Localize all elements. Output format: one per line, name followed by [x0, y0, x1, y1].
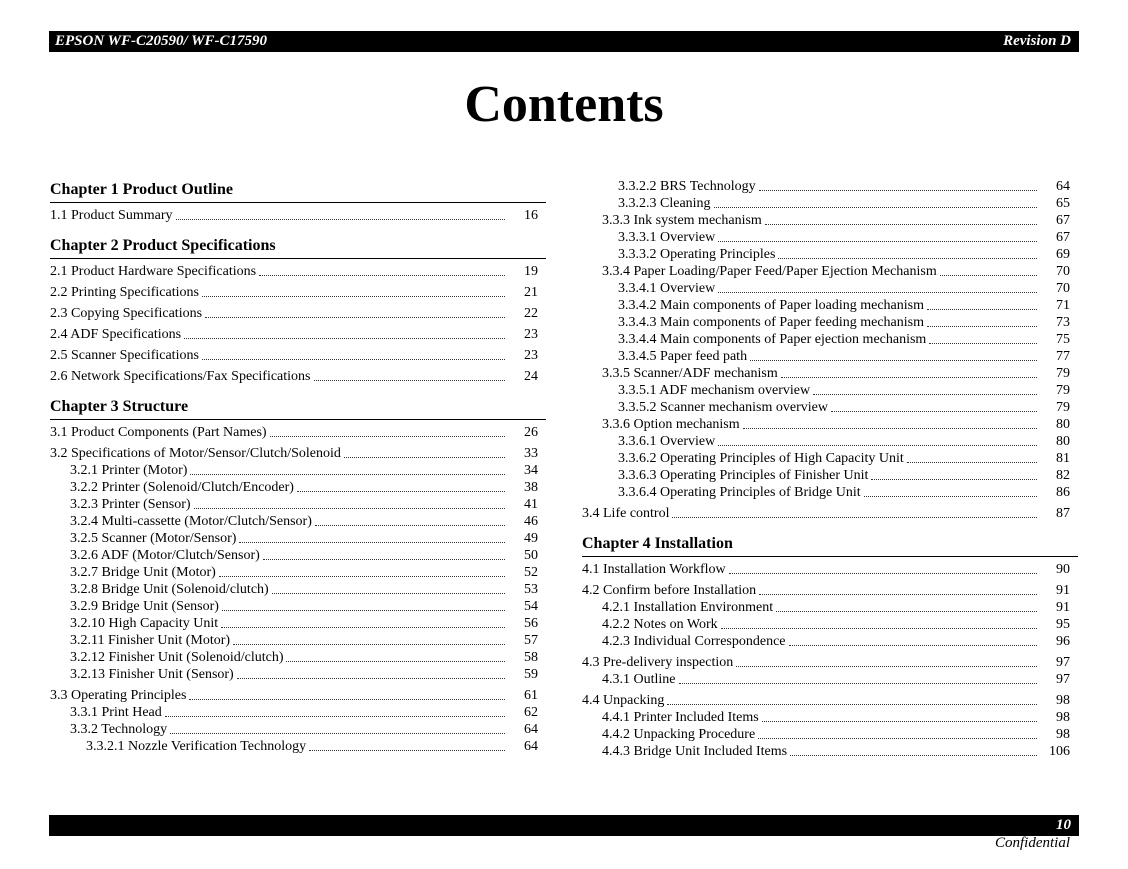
- dot-leader: [758, 726, 1037, 739]
- toc-entry-title: 3.2.10 High Capacity Unit: [70, 616, 219, 631]
- toc-entry-page: 62: [524, 705, 538, 720]
- dot-leader: [170, 721, 505, 734]
- toc-entry-title: 3.3.2.2 BRS Technology: [618, 179, 756, 194]
- header-bar: [49, 31, 1079, 52]
- toc-entry-page: 80: [1056, 417, 1070, 432]
- dot-leader: [789, 633, 1037, 646]
- toc-entry-page: 52: [524, 565, 538, 580]
- toc-entry-title: 3.3.6.1 Overview: [618, 434, 716, 449]
- dot-leader: [219, 564, 505, 577]
- page-number: 10: [1056, 817, 1071, 833]
- toc-entry[interactable]: [582, 654, 1078, 671]
- toc-entry-page: 64: [1056, 179, 1070, 194]
- toc-entry[interactable]: [582, 561, 1078, 578]
- toc-entry[interactable]: [582, 178, 1078, 195]
- toc-entry[interactable]: [50, 598, 546, 615]
- toc-entry[interactable]: [582, 743, 1078, 760]
- toc-entry[interactable]: [582, 433, 1078, 450]
- toc-entry[interactable]: [582, 599, 1078, 616]
- toc-entry-page: 21: [524, 285, 538, 300]
- toc-entry[interactable]: [50, 547, 546, 564]
- dot-leader: [189, 687, 505, 700]
- dot-leader: [759, 178, 1037, 191]
- toc-entry-page: 70: [1056, 264, 1070, 279]
- toc-entry[interactable]: [50, 581, 546, 598]
- dot-leader: [297, 479, 505, 492]
- dot-leader: [205, 305, 505, 318]
- toc-entry-page: 16: [524, 208, 538, 223]
- toc-entry-title: 4.1 Installation Workflow: [582, 562, 726, 577]
- toc-entry-page: 54: [524, 599, 538, 614]
- dot-leader: [778, 246, 1037, 259]
- toc-entry-title: 3.3.2 Technology: [70, 722, 168, 737]
- toc-entry-title: 3.2.3 Printer (Sensor): [70, 497, 191, 512]
- toc-entry[interactable]: [582, 263, 1078, 280]
- toc-entry-title: 3.3.4.1 Overview: [618, 281, 716, 296]
- toc-entry-page: 98: [1056, 710, 1070, 725]
- toc-entry-title: 2.1 Product Hardware Specifications: [50, 264, 257, 279]
- chapter-heading[interactable]: Chapter 4 Installation: [582, 532, 1078, 557]
- toc-entry-page: 69: [1056, 247, 1070, 262]
- dot-leader: [776, 599, 1037, 612]
- toc-entry-page: 22: [524, 306, 538, 321]
- dot-leader: [286, 649, 505, 662]
- dot-leader: [765, 212, 1037, 225]
- toc-entry-page: 67: [1056, 213, 1070, 228]
- toc-entry[interactable]: [50, 496, 546, 513]
- toc-entry[interactable]: [50, 738, 546, 755]
- dot-leader: [679, 671, 1038, 684]
- toc-entry[interactable]: [50, 284, 546, 301]
- toc-entry[interactable]: [50, 479, 546, 496]
- dot-leader: [736, 654, 1037, 667]
- chapter-heading[interactable]: Chapter 1 Product Outline: [50, 178, 546, 203]
- toc-entry-page: 81: [1056, 451, 1070, 466]
- dot-leader: [184, 326, 505, 339]
- dot-leader: [940, 263, 1037, 276]
- toc-entry-page: 46: [524, 514, 538, 529]
- toc-entry[interactable]: [582, 314, 1078, 331]
- toc-entry-title: 3.3.4.3 Main components of Paper feeding mechanism: [618, 315, 924, 330]
- toc-entry[interactable]: [582, 246, 1078, 263]
- dot-leader: [721, 616, 1037, 629]
- dot-leader: [718, 433, 1037, 446]
- dot-leader: [759, 582, 1037, 595]
- dot-leader: [718, 229, 1037, 242]
- toc-entry[interactable]: [582, 416, 1078, 433]
- toc-entry-title: 3.2 Specifications of Motor/Sensor/Clutch/Solenoid: [50, 446, 341, 461]
- toc-entry[interactable]: [582, 484, 1078, 501]
- toc-entry[interactable]: [50, 445, 546, 462]
- dot-leader: [194, 496, 505, 509]
- toc-entry-title: 4.2 Confirm before Installation: [582, 583, 757, 598]
- toc-entry-page: 49: [524, 531, 538, 546]
- dot-leader: [750, 348, 1037, 361]
- header-revision: Revision D: [1003, 33, 1071, 49]
- dot-leader: [667, 692, 1037, 705]
- dot-leader: [270, 424, 505, 437]
- dot-leader: [272, 581, 505, 594]
- toc-entry-title: 4.4.3 Bridge Unit Included Items: [602, 744, 788, 759]
- toc-entry-page: 106: [1049, 744, 1070, 759]
- toc-entry[interactable]: [582, 633, 1078, 650]
- toc-entry[interactable]: [582, 195, 1078, 212]
- toc-entry-title: 2.6 Network Specifications/Fax Specifications: [50, 369, 311, 384]
- toc-entry-title: 3.3.6 Option mechanism: [602, 417, 740, 432]
- dot-leader: [762, 709, 1037, 722]
- toc-entry-page: 79: [1056, 383, 1070, 398]
- dot-leader: [314, 368, 506, 381]
- toc-entry-page: 64: [524, 739, 538, 754]
- toc-entry-page: 57: [524, 633, 538, 648]
- dot-leader: [259, 263, 505, 276]
- toc-entry[interactable]: [50, 687, 546, 704]
- toc-entry-page: 79: [1056, 400, 1070, 415]
- toc-entry[interactable]: [582, 212, 1078, 229]
- toc-entry-title: 3.2.2 Printer (Solenoid/Clutch/Encoder): [70, 480, 294, 495]
- toc-entry-page: 77: [1056, 349, 1070, 364]
- toc-entry[interactable]: [50, 513, 546, 530]
- toc-entry-title: 3.2.13 Finisher Unit (Sensor): [70, 667, 234, 682]
- toc-entry-title: 3.3.5.1 ADF mechanism overview: [618, 383, 811, 398]
- toc-entry[interactable]: [582, 297, 1078, 314]
- toc-entry-page: 73: [1056, 315, 1070, 330]
- confidential-label: Confidential: [995, 835, 1070, 851]
- toc-entry-title: 2.3 Copying Specifications: [50, 306, 203, 321]
- toc-entry-page: 82: [1056, 468, 1070, 483]
- toc-entry[interactable]: [50, 326, 546, 343]
- toc-entry-page: 24: [524, 369, 538, 384]
- toc-entry-page: 98: [1056, 693, 1070, 708]
- chapter-heading[interactable]: Chapter 3 Structure: [50, 395, 546, 420]
- toc-entry-title: 3.4 Life control: [582, 506, 670, 521]
- toc-entry-title: 3.3.1 Print Head: [70, 705, 162, 720]
- toc-entry-page: 98: [1056, 727, 1070, 742]
- toc-entry-page: 80: [1056, 434, 1070, 449]
- toc-left-column: [50, 178, 546, 755]
- dot-leader: [790, 743, 1037, 756]
- toc-entry-title: 3.3.5 Scanner/ADF mechanism: [602, 366, 778, 381]
- toc-entry-page: 67: [1056, 230, 1070, 245]
- toc-entry-page: 65: [1056, 196, 1070, 211]
- toc-entry-title: 3.3.4 Paper Loading/Paper Feed/Paper Ejection Mechanism: [602, 264, 937, 279]
- dot-leader: [190, 462, 505, 475]
- toc-entry-page: 75: [1056, 332, 1070, 347]
- dot-leader: [729, 561, 1037, 574]
- toc-entry-title: 4.4 Unpacking: [582, 693, 665, 708]
- toc-entry[interactable]: [50, 424, 546, 441]
- toc-entry-title: 3.3.3 Ink system mechanism: [602, 213, 762, 228]
- toc-entry-page: 95: [1056, 617, 1070, 632]
- toc-entry[interactable]: [582, 331, 1078, 348]
- toc-entry-title: 3.2.11 Finisher Unit (Motor): [70, 633, 231, 648]
- toc-entry-title: 3.2.9 Bridge Unit (Sensor): [70, 599, 219, 614]
- toc-entry[interactable]: [50, 704, 546, 721]
- toc-entry[interactable]: [582, 382, 1078, 399]
- toc-entry[interactable]: [582, 467, 1078, 484]
- toc-entry[interactable]: [50, 649, 546, 666]
- dot-leader: [927, 297, 1037, 310]
- dot-leader: [309, 738, 505, 751]
- toc-entry-title: 4.4.1 Printer Included Items: [602, 710, 759, 725]
- dot-leader: [239, 530, 505, 543]
- toc-entry[interactable]: [582, 582, 1078, 599]
- toc-entry-title: 3.3.6.3 Operating Principles of Finisher Unit: [618, 468, 869, 483]
- toc-entry[interactable]: [50, 530, 546, 547]
- toc-entry-page: 53: [524, 582, 538, 597]
- toc-entry[interactable]: [582, 671, 1078, 688]
- footer-bar: [49, 815, 1079, 836]
- toc-entry-page: 56: [524, 616, 538, 631]
- dot-leader: [927, 314, 1037, 327]
- toc-entry[interactable]: [50, 263, 546, 280]
- toc-entry[interactable]: [50, 305, 546, 322]
- dot-leader: [871, 467, 1037, 480]
- toc-entry[interactable]: [50, 666, 546, 683]
- toc-entry-title: 4.3.1 Outline: [602, 672, 676, 687]
- toc-entry-title: 3.2.4 Multi-cassette (Motor/Clutch/Sensor): [70, 514, 312, 529]
- dot-leader: [202, 347, 505, 360]
- dot-leader: [672, 505, 1037, 518]
- dot-leader: [718, 280, 1037, 293]
- dot-leader: [237, 666, 505, 679]
- toc-entry-title: 3.2.1 Printer (Motor): [70, 463, 188, 478]
- toc-entry-page: 61: [524, 688, 538, 703]
- toc-entry[interactable]: [582, 280, 1078, 297]
- toc-entry[interactable]: [582, 692, 1078, 709]
- toc-entry-title: 1.1 Product Summary: [50, 208, 173, 223]
- dot-leader: [263, 547, 505, 560]
- dot-leader: [929, 331, 1037, 344]
- toc-entry-title: 3.3.4.5 Paper feed path: [618, 349, 748, 364]
- dot-leader: [221, 615, 505, 628]
- dot-leader: [222, 598, 505, 611]
- toc-entry-page: 59: [524, 667, 538, 682]
- page-title: Contents: [464, 76, 664, 133]
- toc-entry[interactable]: [582, 450, 1078, 467]
- dot-leader: [813, 382, 1037, 395]
- toc-entry-title: 3.2.12 Finisher Unit (Solenoid/clutch): [70, 650, 284, 665]
- toc-entry-title: 3.3.3.1 Overview: [618, 230, 716, 245]
- toc-entry-title: 4.4.2 Unpacking Procedure: [602, 727, 756, 742]
- toc-entry-page: 33: [524, 446, 538, 461]
- toc-entry-page: 97: [1056, 672, 1070, 687]
- toc-entry[interactable]: [582, 616, 1078, 633]
- toc-entry[interactable]: [50, 368, 546, 385]
- toc-entry-title: 3.3 Operating Principles: [50, 688, 187, 703]
- toc-entry-page: 70: [1056, 281, 1070, 296]
- toc-entry[interactable]: [582, 229, 1078, 246]
- toc-entry-title: 4.2.3 Individual Correspondence: [602, 634, 786, 649]
- toc-entry-page: 19: [524, 264, 538, 279]
- toc-entry-page: 58: [524, 650, 538, 665]
- toc-entry-title: 3.2.8 Bridge Unit (Solenoid/clutch): [70, 582, 269, 597]
- dot-leader: [864, 484, 1037, 497]
- toc-entry[interactable]: [50, 632, 546, 649]
- toc-entry-page: 90: [1056, 562, 1070, 577]
- toc-entry-page: 26: [524, 425, 538, 440]
- toc-entry[interactable]: [50, 615, 546, 632]
- toc-entry-page: 96: [1056, 634, 1070, 649]
- toc-entry-title: 3.3.5.2 Scanner mechanism overview: [618, 400, 828, 415]
- toc-entry-page: 64: [524, 722, 538, 737]
- toc-entry[interactable]: [50, 347, 546, 364]
- toc-entry[interactable]: [50, 564, 546, 581]
- dot-leader: [743, 416, 1037, 429]
- toc-entry-page: 71: [1056, 298, 1070, 313]
- toc-entry-title: 4.3 Pre-delivery inspection: [582, 655, 734, 670]
- toc-entry[interactable]: [50, 207, 546, 224]
- toc-entry-title: 3.3.2.3 Cleaning: [618, 196, 711, 211]
- toc-entry-title: 3.3.4.2 Main components of Paper loading mechanism: [618, 298, 924, 313]
- toc-entry-page: 79: [1056, 366, 1070, 381]
- toc-entry-title: 3.2.5 Scanner (Motor/Sensor): [70, 531, 237, 546]
- toc-entry-title: 2.5 Scanner Specifications: [50, 348, 199, 363]
- toc-entry-title: 3.3.3.2 Operating Principles: [618, 247, 776, 262]
- toc-entry-page: 50: [524, 548, 538, 563]
- toc-entry-page: 86: [1056, 485, 1070, 500]
- toc-entry-title: 3.3.4.4 Main components of Paper ejection mechanism: [618, 332, 927, 347]
- toc-entry-title: 4.2.2 Notes on Work: [602, 617, 718, 632]
- toc-entry-title: 3.3.2.1 Nozzle Verification Technology: [86, 739, 307, 754]
- toc-entry-title: 3.3.6.2 Operating Principles of High Capacity Unit: [618, 451, 904, 466]
- header-model: EPSON WF-C20590/ WF-C17590: [55, 33, 267, 49]
- dot-leader: [202, 284, 505, 297]
- toc-entry-page: 91: [1056, 600, 1070, 615]
- toc-entry[interactable]: [582, 505, 1078, 522]
- chapter-heading[interactable]: Chapter 2 Product Specifications: [50, 234, 546, 259]
- toc-entry-page: 91: [1056, 583, 1070, 598]
- dot-leader: [233, 632, 505, 645]
- dot-leader: [781, 365, 1037, 378]
- toc-entry[interactable]: [582, 726, 1078, 743]
- dot-leader: [714, 195, 1037, 208]
- toc-entry-title: 3.2.6 ADF (Motor/Clutch/Sensor): [70, 548, 260, 563]
- toc-entry-page: 23: [524, 327, 538, 342]
- toc-entry-title: 2.2 Printing Specifications: [50, 285, 199, 300]
- dot-leader: [176, 207, 506, 220]
- toc-entry-title: 3.3.6.4 Operating Principles of Bridge Unit: [618, 485, 861, 500]
- toc-entry-page: 41: [524, 497, 538, 512]
- toc-entry[interactable]: [582, 348, 1078, 365]
- toc-entry[interactable]: [582, 365, 1078, 382]
- toc-entry[interactable]: [50, 721, 546, 738]
- toc-entry-page: 38: [524, 480, 538, 495]
- toc-entry[interactable]: [582, 709, 1078, 726]
- toc-entry-title: 4.2.1 Installation Environment: [602, 600, 774, 615]
- dot-leader: [344, 445, 505, 458]
- toc-entry-page: 34: [524, 463, 538, 478]
- toc-entry-title: 3.2.7 Bridge Unit (Motor): [70, 565, 216, 580]
- dot-leader: [831, 399, 1037, 412]
- dot-leader: [315, 513, 505, 526]
- toc-entry-page: 97: [1056, 655, 1070, 670]
- toc-entry-page: 23: [524, 348, 538, 363]
- toc-entry-title: 3.1 Product Components (Part Names): [50, 425, 267, 440]
- dot-leader: [165, 704, 505, 717]
- dot-leader: [907, 450, 1037, 463]
- toc-entry[interactable]: [582, 399, 1078, 416]
- toc-entry[interactable]: [50, 462, 546, 479]
- toc-right-column: [582, 178, 1078, 760]
- toc-entry-page: 87: [1056, 506, 1070, 521]
- toc-entry-title: 2.4 ADF Specifications: [50, 327, 182, 342]
